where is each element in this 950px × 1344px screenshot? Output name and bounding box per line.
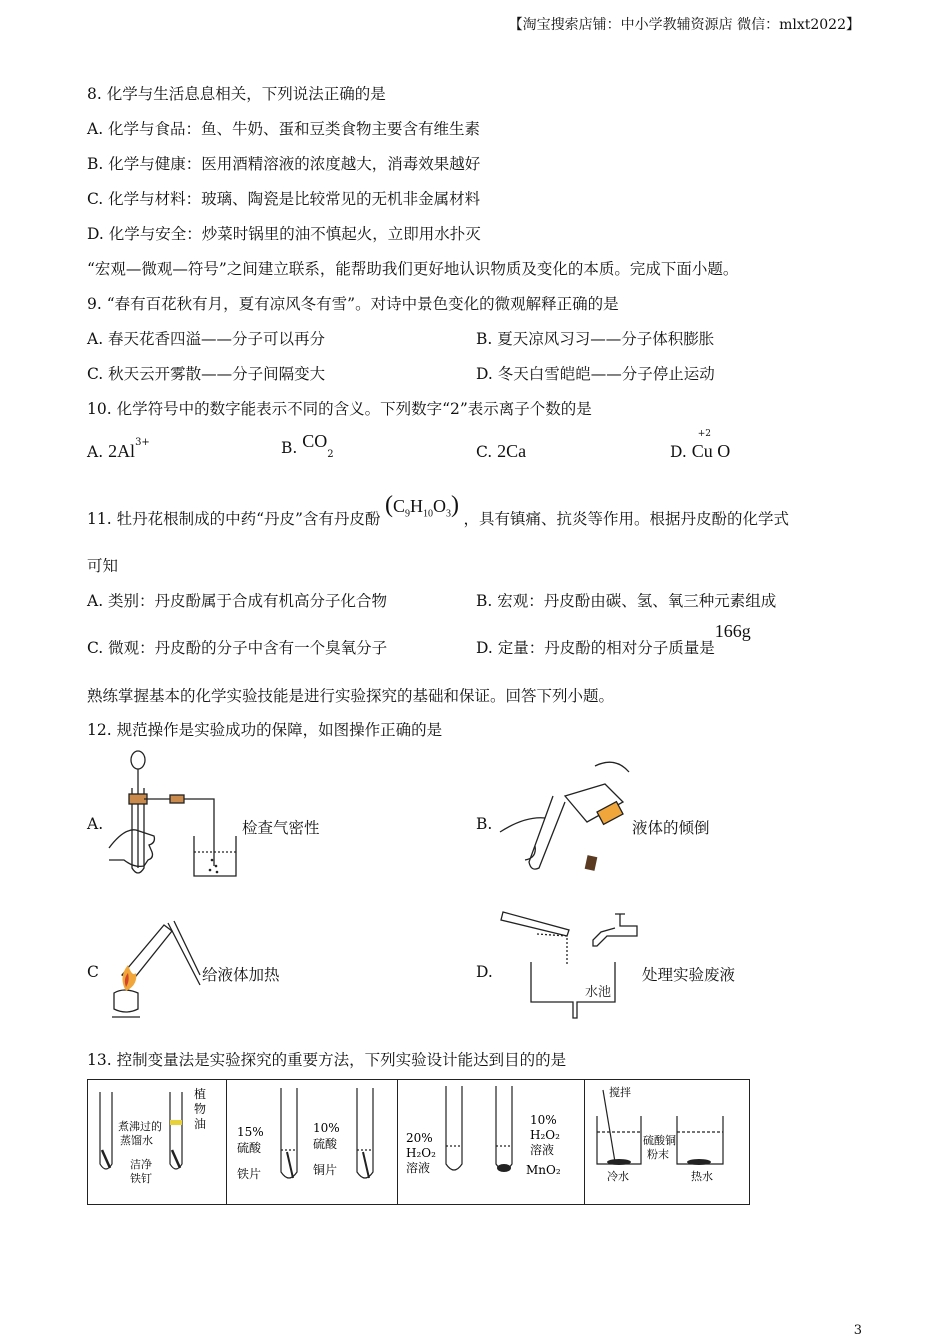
sink-label: 水池 <box>585 984 612 999</box>
q11-option-a: A. 类别：丹皮酚属于合成有机高分子化合物 <box>87 592 388 610</box>
q12-stem: 12. 规范操作是实验成功的保障，如图操作正确的是 <box>87 721 443 739</box>
iron-sheet-label: 铁片 <box>237 1167 262 1181</box>
right-formula: H₂O₂ <box>530 1128 560 1142</box>
left-solution: 溶液 <box>406 1161 431 1175</box>
stir-label: 搅拌 <box>609 1086 631 1099</box>
q13-options-table <box>87 1079 750 1205</box>
right-pct: 10% <box>530 1113 557 1127</box>
q13-cell-b <box>227 1080 398 1205</box>
q12-option-a-label: A. <box>87 815 104 833</box>
acid-left-label: 硫酸 <box>237 1141 262 1155</box>
page-number: 3 <box>853 1323 862 1338</box>
catalyst-label: MnO₂ <box>526 1163 561 1177</box>
q12-option-c-caption: 给液体加热 <box>202 966 280 984</box>
q12-option-d-label: D. <box>476 963 493 981</box>
q11-stem: 11. 牡丹花根制成的中药“丹皮”含有丹皮酚 $(C_9H_{10}O_3)$ ，具有镇痛、抗炎等作用。根据丹皮酚的化学式 <box>87 492 789 528</box>
powder-label-1: 硫酸铜 <box>643 1134 676 1147</box>
q8-option-a: A. 化学与食品：鱼、牛奶、蛋和豆类食物主要含有维生素 <box>87 120 481 138</box>
q10-stem: 10. 化学符号中的数字能表示不同的含义。下列数字“2”表示离子个数的是 <box>87 400 592 418</box>
q9-option-c: C. 秋天云开雾散——分子间隔变大 <box>87 365 326 383</box>
oil-label-1: 植 <box>194 1087 207 1101</box>
copper-sheet-label: 铜片 <box>313 1163 338 1177</box>
q9-option-d: D. 冬天白雪皑皑——分子停止运动 <box>476 365 715 383</box>
q11-option-d: D. 定量：丹皮酚的相对分子质量是166g <box>476 621 751 657</box>
q13-cell-c <box>398 1080 585 1205</box>
q13-stem: 13. 控制变量法是实验探究的重要方法，下列实验设计能达到目的的是 <box>87 1051 567 1069</box>
liquid-pouring-figure <box>495 736 635 876</box>
hot-water-label: 热水 <box>691 1170 713 1183</box>
q9-stem: 9. “春有百花秋有月，夏有凉风冬有雪”。对诗中景色变化的微观解释正确的是 <box>87 295 619 313</box>
q12-option-c-label: C <box>87 963 99 981</box>
q11-option-b: B. 宏观：丹皮酚由碳、氢、氧三种元素组成 <box>476 592 777 610</box>
airtightness-check-figure <box>104 748 244 880</box>
q10-option-c: C. 2Ca <box>476 441 527 461</box>
boiled-water-label-1: 煮沸过的 <box>118 1120 162 1133</box>
left-formula: H₂O₂ <box>406 1146 436 1160</box>
q8-option-b: B. 化学与健康：医用酒精溶液的浓度越大，消毒效果越好 <box>87 155 481 173</box>
acid-left-pct: 15% <box>237 1125 264 1139</box>
q13-cell-a <box>88 1080 227 1205</box>
q10-option-b: B. $CO_2$ <box>281 431 334 461</box>
oil-label-2: 物 <box>194 1102 207 1116</box>
left-pct: 20% <box>406 1131 433 1145</box>
heating-liquid-figure <box>108 917 204 1025</box>
section-intro-1: “宏观—微观—符号”之间建立联系，能帮助我们更好地认识物质及变化的本质。完成下面小题。 <box>87 260 739 278</box>
nail-label-1: 洁净 <box>130 1158 152 1171</box>
q13-cell-d <box>585 1080 750 1205</box>
q9-option-a: A. 春天花香四溢——分子可以再分 <box>87 330 326 348</box>
q11-option-c: C. 微观：丹皮酚的分子中含有一个臭氧分子 <box>87 639 388 657</box>
powder-label-2: 粉末 <box>647 1148 669 1161</box>
q12-option-a-caption: 检查气密性 <box>242 819 320 837</box>
rust-experiment-figure <box>88 1080 226 1200</box>
q9-option-b: B. 夏天凉风习习——分子体积膨胀 <box>476 330 715 348</box>
q8-stem: 8. 化学与生活息息相关，下列说法正确的是 <box>87 85 386 103</box>
q12-option-d-caption: 处理实验废液 <box>642 966 736 984</box>
acid-right-label: 硫酸 <box>313 1137 338 1151</box>
cold-water-label: 冷水 <box>607 1170 629 1183</box>
q8-option-c: C. 化学与材料：玻璃、陶瓷是比较常见的无机非金属材料 <box>87 190 481 208</box>
peroxide-figure <box>398 1080 584 1200</box>
q10-option-d: D. +2 Cu O <box>670 429 731 461</box>
nail-label-2: 铁钉 <box>130 1172 152 1185</box>
q12-option-b-label: B. <box>476 815 493 833</box>
metal-acid-figure <box>227 1080 397 1200</box>
dissolution-figure <box>585 1080 749 1200</box>
q8-option-d: D. 化学与安全：炒菜时锅里的油不慎起火，立即用水扑灭 <box>87 225 481 243</box>
page-header: 【淘宝搜索店铺：中小学教辅资源店 微信：mlxt2022】 <box>508 17 860 33</box>
q11-stem-cont: 可知 <box>87 557 119 575</box>
waste-liquid-figure <box>497 904 643 1024</box>
boiled-water-label-2: 蒸馏水 <box>120 1134 153 1147</box>
right-solution: 溶液 <box>530 1143 555 1157</box>
q12-option-b-caption: 液体的倾倒 <box>632 819 710 837</box>
acid-right-pct: 10% <box>313 1121 340 1135</box>
q10-option-a: A. $2Al^{3+}$ <box>87 436 150 461</box>
oil-label-3: 油 <box>194 1117 207 1131</box>
section-intro-2: 熟练掌握基本的化学实验技能是进行实验探究的基础和保证。回答下列小题。 <box>87 687 615 705</box>
